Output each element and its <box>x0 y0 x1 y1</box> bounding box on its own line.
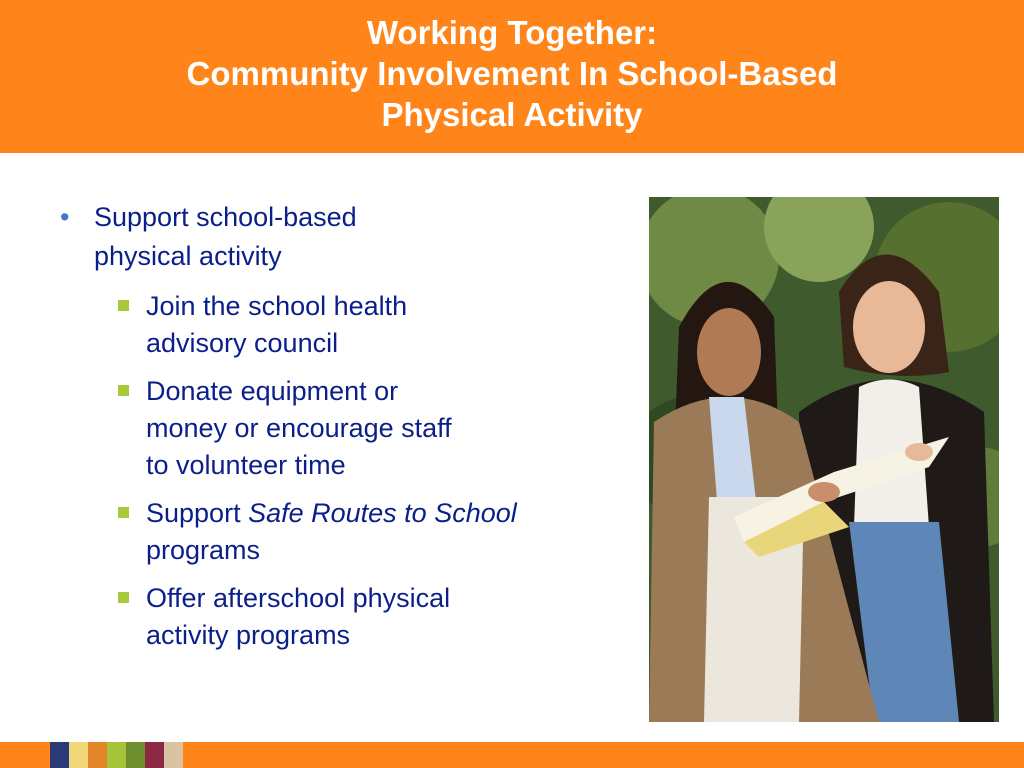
sub-bullet-line: advisory council <box>146 328 339 358</box>
sub-bullet-list <box>60 288 560 654</box>
title-line-3: Physical Activity <box>381 96 643 133</box>
main-bullet-line-1: Support school-based <box>94 202 357 232</box>
sub-bullet-line: to volunteer time <box>146 450 346 480</box>
footer-swatch <box>145 742 164 768</box>
sub-bullet-line: Join the school health <box>146 291 408 321</box>
bullet-icon: • <box>60 202 70 232</box>
sub-bullet-item <box>60 373 546 484</box>
main-bullet-line-2: physical activity <box>94 241 282 271</box>
footer-swatch <box>50 742 69 768</box>
sub-bullet-line: Offer afterschool physical <box>146 583 451 613</box>
photo-two-students-reading-book <box>649 197 999 722</box>
title-line-1: Working Together: <box>366 14 658 51</box>
sub-bullet-item <box>60 495 546 569</box>
bullet-list <box>60 198 560 665</box>
footer-swatch <box>164 742 183 768</box>
main-bullet <box>60 198 560 276</box>
square-bullet-icon <box>118 592 129 603</box>
footer-swatch <box>107 742 126 768</box>
title-line-2: Community Involvement In School-Based <box>186 55 838 92</box>
square-bullet-icon <box>118 300 129 311</box>
footer-color-swatches <box>50 742 183 768</box>
sub-bullet-item <box>60 288 546 362</box>
footer-swatch <box>88 742 107 768</box>
sub-bullet-item <box>60 580 546 654</box>
sub-bullet-line: activity programs <box>146 620 351 650</box>
sub-bullet-line: Donate equipment or <box>146 376 399 406</box>
sub-bullet-text: Support <box>146 498 249 528</box>
footer-swatch <box>126 742 145 768</box>
square-bullet-icon <box>118 385 129 396</box>
program-name: Safe Routes to School <box>248 498 517 528</box>
footer-swatch <box>69 742 88 768</box>
slide-title <box>0 12 1024 135</box>
square-bullet-icon <box>118 507 129 518</box>
sub-bullet-line: money or encourage staff <box>146 413 452 443</box>
sub-bullet-text: programs <box>146 535 261 565</box>
